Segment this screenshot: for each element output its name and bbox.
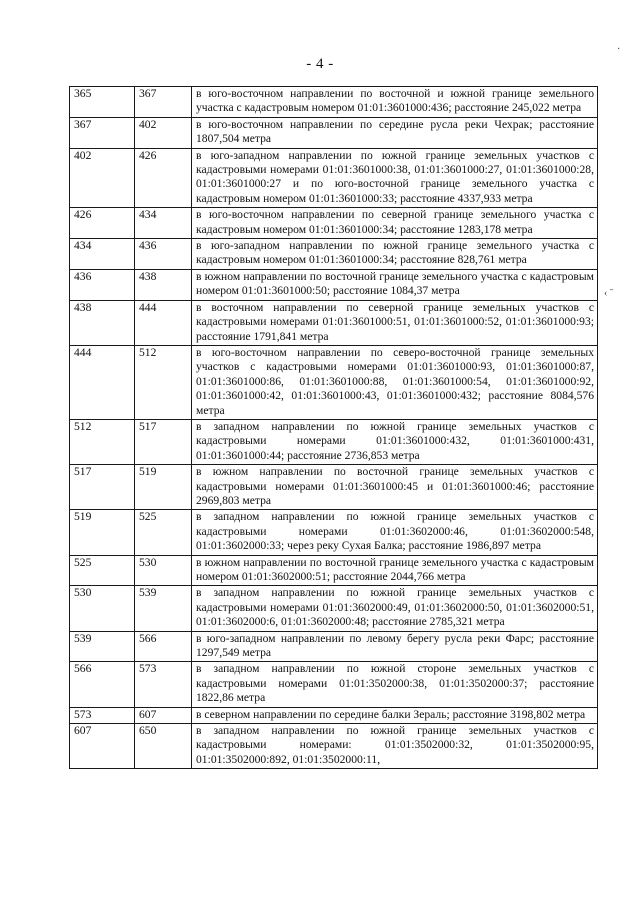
to-point-cell: 517	[135, 419, 192, 464]
to-point-cell: 426	[135, 148, 192, 208]
boundary-description-cell: в западном направлении по южной границе земельных участков с кадастровыми номерами 01:01:3601000:432, 01:01:3601000:431, 01:01:3601000:44; расстояние 2736,853 метра	[192, 419, 598, 464]
table-row	[70, 631, 598, 662]
scan-edge-mark: ·	[617, 44, 621, 55]
to-point-cell: 512	[135, 345, 192, 419]
scan-edge-mark: ‹ ˉ	[604, 288, 614, 299]
boundary-description-cell: в юго-восточном направлении по середине русла реки Чехрак; расстояние 1807,504 метра	[192, 117, 598, 148]
table-row	[70, 208, 598, 239]
to-point-cell: 436	[135, 239, 192, 270]
table-row	[70, 724, 598, 769]
boundary-description-cell: в западном направлении по южной границе земельных участков с кадастровыми номерами: 01:01:3502000:32, 01:01:3502000:95, 01:01:3502000:892, 01:01:3502000:11,	[192, 724, 598, 769]
boundary-description-cell: в юго-восточном направлении по восточной и южной границе земельного участка с кадастровым номером 01:01:3601000:436; расстояние 245,022 метра	[192, 87, 598, 118]
boundary-description-cell: в восточном направлении по северной границе земельных участков с кадастровыми номерами 01:01:3601000:51, 01:01:3601000:52, 01:01:3601000:93; расстояние 1791,841 метра	[192, 300, 598, 345]
boundary-table-body	[70, 87, 598, 769]
table-row	[70, 465, 598, 510]
to-point-cell: 530	[135, 555, 192, 586]
from-point-cell: 573	[70, 707, 135, 723]
from-point-cell: 517	[70, 465, 135, 510]
boundary-description-cell: в южном направлении по восточной границе земельных участков с кадастровыми номерами 01:01:3601000:45 и 01:01:3601000:46; расстояние 2969,803 метра	[192, 465, 598, 510]
boundary-description-cell: в южном направлении по восточной границе земельного участка с кадастровым номером 01:01:3601000:50; расстояние 1084,37 метра	[192, 269, 598, 300]
to-point-cell: 367	[135, 87, 192, 118]
from-point-cell: 525	[70, 555, 135, 586]
from-point-cell: 365	[70, 87, 135, 118]
boundary-description-cell: в юго-восточном направлении по северо-восточной границе земельных участков с кадастровыми номерами 01:01:3601000:93, 01:01:3601000:87, 01:01:3601000:86, 01:01:3601000:88, 01:01:3601000:54, 01:01:3601000:92, 01:01:3601000:42, 01:01:3601000:43, 01:01:3601000:432; расстояние 8084,576 метра	[192, 345, 598, 419]
from-point-cell: 512	[70, 419, 135, 464]
table-row	[70, 87, 598, 118]
from-point-cell: 530	[70, 586, 135, 631]
from-point-cell: 444	[70, 345, 135, 419]
to-point-cell: 438	[135, 269, 192, 300]
to-point-cell: 402	[135, 117, 192, 148]
table-row	[70, 269, 598, 300]
boundary-description-cell: в западном направлении по южной границе земельных участков с кадастровыми номерами 01:01:3602000:46, 01:01:3602000:548, 01:01:3602000:33; через реку Сухая Балка; расстояние 1986,897 метра	[192, 510, 598, 555]
from-point-cell: 438	[70, 300, 135, 345]
from-point-cell: 434	[70, 239, 135, 270]
boundary-description-cell: в юго-западном направлении по южной границе земельного участка с кадастровым номером 01:01:3601000:34; расстояние 828,761 метра	[192, 239, 598, 270]
table-row	[70, 419, 598, 464]
to-point-cell: 650	[135, 724, 192, 769]
table-row	[70, 662, 598, 707]
from-point-cell: 436	[70, 269, 135, 300]
table-row	[70, 586, 598, 631]
from-point-cell: 539	[70, 631, 135, 662]
to-point-cell: 539	[135, 586, 192, 631]
boundary-description-cell: в юго-западном направлении по южной границе земельных участков с кадастровыми номерами 01:01:3601000:38, 01:01:3601000:27, 01:01:3601000:28, 01:01:3601000:27 и по юго-восточной границе земельного участка с кадастровым номером 01:01:3601000:33; расстояние 4337,933 метра	[192, 148, 598, 208]
table-row	[70, 239, 598, 270]
table-row	[70, 148, 598, 208]
from-point-cell: 519	[70, 510, 135, 555]
to-point-cell: 444	[135, 300, 192, 345]
to-point-cell: 573	[135, 662, 192, 707]
boundary-points-table	[69, 86, 598, 769]
boundary-description-cell: в юго-восточном направлении по северной границе земельного участка с кадастровым номером 01:01:3601000:34; расстояние 1283,178 метра	[192, 208, 598, 239]
to-point-cell: 566	[135, 631, 192, 662]
boundary-description-cell: в западном направлении по южной стороне земельных участков с кадастровыми номерами 01:01:3502000:38, 01:01:3502000:37; расстояние 1822,86 метра	[192, 662, 598, 707]
from-point-cell: 367	[70, 117, 135, 148]
table-row	[70, 510, 598, 555]
page-number: - 4 -	[306, 56, 334, 72]
boundary-description-cell: в северном направлении по середине балки Зераль; расстояние 3198,802 метра	[192, 707, 598, 723]
boundary-description-cell: в юго-западном направлении по левому берегу русла реки Фарс; расстояние 1297,549 метра	[192, 631, 598, 662]
from-point-cell: 607	[70, 724, 135, 769]
boundary-description-cell: в южном направлении по восточной границе земельного участка с кадастровым номером 01:01:3602000:51; расстояние 2044,766 метра	[192, 555, 598, 586]
table-row	[70, 300, 598, 345]
table-row	[70, 555, 598, 586]
to-point-cell: 519	[135, 465, 192, 510]
boundary-description-cell: в западном направлении по южной границе земельных участков с кадастровыми номерами 01:01:3602000:49, 01:01:3602000:50, 01:01:3602000:51, 01:01:3602000:6, 01:01:3602000:48; расстояние 2785,321 метра	[192, 586, 598, 631]
from-point-cell: 426	[70, 208, 135, 239]
table-row	[70, 345, 598, 419]
from-point-cell: 566	[70, 662, 135, 707]
to-point-cell: 525	[135, 510, 192, 555]
to-point-cell: 434	[135, 208, 192, 239]
table-row	[70, 117, 598, 148]
to-point-cell: 607	[135, 707, 192, 723]
table-row	[70, 707, 598, 723]
from-point-cell: 402	[70, 148, 135, 208]
